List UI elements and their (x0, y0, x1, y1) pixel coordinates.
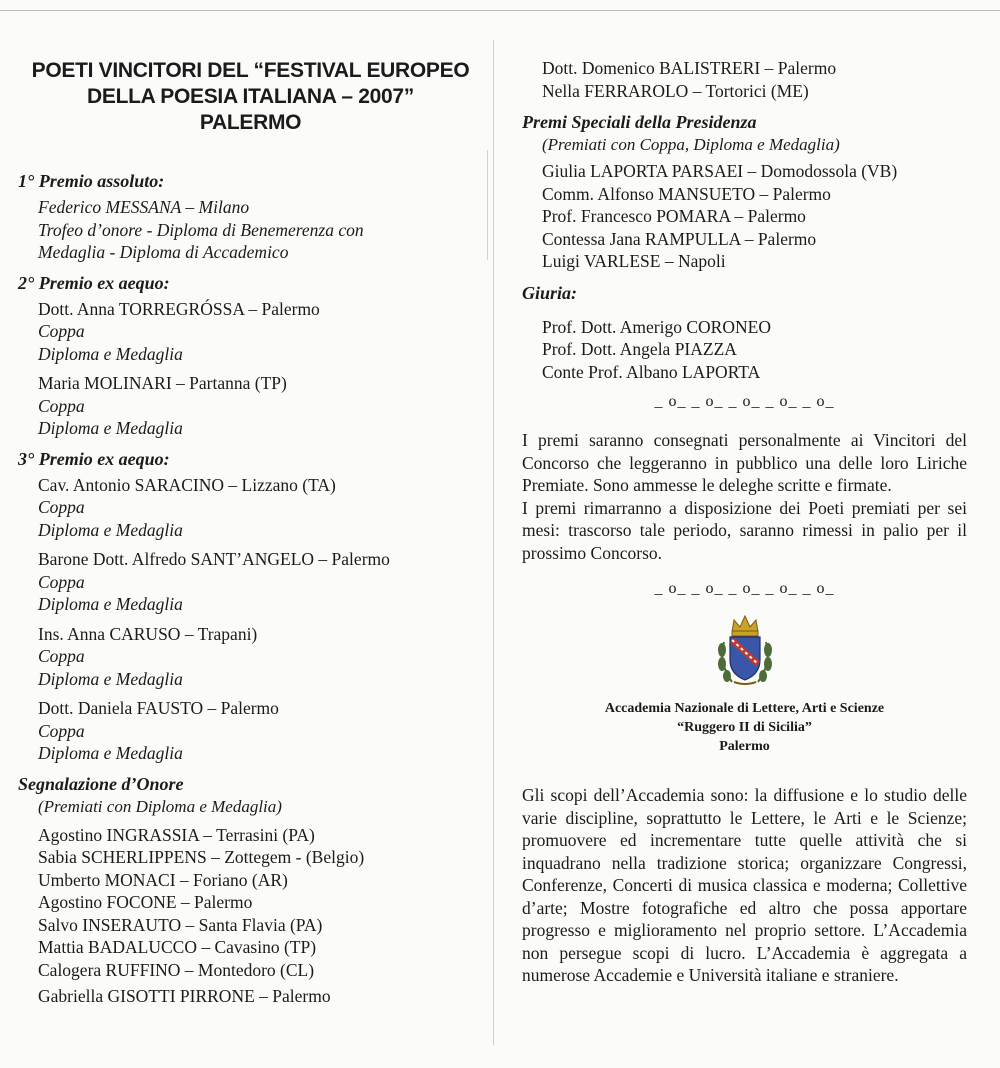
winner-entry (18, 372, 483, 440)
special-prize-name: Giulia LAPORTA PARSAEI – Domodossola (VB) (542, 161, 898, 181)
winner-award: Coppa (38, 497, 85, 517)
honor-name: Mattia BADALUCCO – Cavasino (TP) (38, 937, 317, 957)
third-prize-heading: 3° Premio ex aequo: (18, 448, 170, 469)
special-prizes-note: (Premiati con Coppa, Diploma e Medaglia) (542, 135, 840, 154)
honor-note: (Premiati con Diploma e Medaglia) (38, 796, 282, 816)
third-prize-section (18, 447, 483, 765)
special-prizes-section (522, 110, 967, 273)
honor-name: Salvo INSERAUTO – Santa Flavia (PA) (38, 914, 323, 935)
honor-name: Nella FERRAROLO – Tortorici (ME) (542, 80, 809, 101)
winner-award: Diploma e Medaglia (38, 343, 183, 364)
winner-entry (18, 298, 483, 366)
first-prize-award: Trofeo d’onore - Diploma di Benemerenza con (38, 219, 364, 240)
honor-name: Gabriella GISOTTI PIRRONE – Palermo (38, 986, 331, 1006)
page-fold-tint (487, 150, 488, 260)
jury-member: Prof. Dott. Amerigo CORONEO (542, 316, 771, 337)
special-prizes-heading: Premi Speciali della Presidenza (522, 112, 757, 132)
winner-entry (18, 474, 483, 542)
first-prize-award: Medaglia - Diploma di Accademico (38, 242, 289, 262)
winner-entry (18, 697, 483, 765)
honor-heading: Segnalazione d’Onore (18, 773, 184, 794)
academy-description: Gli scopi dell’Accademia sono: la diffusione e lo studio delle varie discipline, soprattutto le Lettere, le Arti e le Scienze; promuovere ed incrementare tutte quelle attività che si inquadrano nella tradizione storica; organizzare Congressi, Conferenze, Concerti di musica classica e moderna; Collettive d’arte; Mostre fotografiche ed altro che possa apportare progresso e miglioramento nel proprio settore. L’Accademia non persegue scopi di lucro. L’Accademia è aggregata a numerose Accademie e Università italiane e straniere. (522, 785, 967, 985)
winner-name: Maria MOLINARI – Partanna (TP) (38, 373, 287, 393)
winner-name: Dott. Daniela FAUSTO – Palermo (38, 698, 279, 718)
academy-subtitle: “Ruggero II di Sicilia” (677, 720, 812, 735)
winner-name: Dott. Anna TORREGRÓSSA – Palermo (38, 298, 320, 319)
separator: _ o_ _ o_ _ o_ _ o_ _ o_ (654, 580, 835, 597)
jury-heading: Giuria: (522, 282, 578, 303)
awards-paragraph: I premi saranno consegnati personalmente ai Vincitori del Concorso che leggeranno in pubblico una delle loro Liriche Premiate. Sono ammesse le deleghe scritte e firmate. (522, 430, 967, 495)
winner-award: Diploma e Medaglia (38, 519, 183, 540)
special-prize-name: Contessa Jana RAMPULLA – Palermo (542, 228, 817, 249)
winner-award: Coppa (38, 571, 85, 592)
academy-crest-icon (522, 612, 967, 693)
jury-member: Prof. Dott. Angela PIAZZA (542, 339, 737, 359)
title-line-2: DELLA POESIA ITALIANA – 2007” (87, 85, 414, 108)
winner-award: Diploma e Medaglia (38, 418, 183, 438)
special-prize-name: Luigi VARLESE – Napoli (542, 251, 726, 271)
winner-name: Ins. Anna CARUSO – Trapani) (38, 623, 258, 644)
honor-name: Calogera RUFFINO – Montedoro (CL) (38, 959, 315, 980)
page-fold (493, 40, 494, 1045)
honor-continued (522, 57, 967, 102)
title-line-1: POETI VINCITORI DEL “FESTIVAL EUROPEO (31, 59, 470, 82)
first-prize-heading: 1° Premio assoluto: (18, 171, 165, 191)
separator: _ o_ _ o_ _ o_ _ o_ _ o_ (654, 393, 835, 410)
winner-entry (18, 623, 483, 691)
winner-entry (18, 548, 483, 616)
winner-award: Diploma e Medaglia (38, 594, 183, 614)
second-prize-heading: 2° Premio ex aequo: (18, 272, 170, 293)
special-prize-name: Comm. Alfonso MANSUETO – Palermo (542, 183, 831, 204)
honor-name: Umberto MONACI – Foriano (AR) (38, 869, 288, 890)
jury-section (522, 281, 967, 384)
academy-city: Palermo (719, 739, 770, 754)
special-prize-name: Prof. Francesco POMARA – Palermo (542, 206, 806, 226)
document-title (18, 58, 483, 136)
academy-crest-icon (710, 612, 780, 688)
winner-award: Diploma e Medaglia (38, 668, 183, 689)
honor-section (18, 772, 483, 1008)
winner-award: Coppa (38, 646, 85, 666)
left-page (18, 0, 483, 1008)
academy-name-block (522, 699, 967, 756)
winner-award: Coppa (38, 321, 85, 341)
honor-name: Dott. Domenico BALISTRERI – Palermo (542, 58, 837, 78)
winner-name: Barone Dott. Alfredo SANT’ANGELO – Palermo (38, 549, 390, 569)
awards-paragraph: I premi rimarranno a disposizione dei Poeti premiati per sei mesi: trascorso tale periodo, saranno rimessi in palio per il prossimo Concorso. (522, 497, 967, 563)
honor-name: Agostino INGRASSIA – Terrasini (PA) (38, 824, 315, 845)
honor-name: Sabia SCHERLIPPENS – Zottegem - (Belgio) (38, 847, 365, 867)
title-line-3: PALERMO (199, 111, 302, 134)
winner-award: Coppa (38, 395, 85, 416)
jury-member: Conte Prof. Albano LAPORTA (542, 361, 761, 382)
first-prize-section (18, 169, 483, 264)
honor-name: Agostino FOCONE – Palermo (38, 892, 253, 912)
winner-award: Coppa (38, 720, 85, 741)
winner-name: Cav. Antonio SARACINO – Lizzano (TA) (38, 474, 336, 495)
winner-award: Diploma e Medaglia (38, 743, 183, 763)
second-prize-section (18, 271, 483, 440)
first-prize-winner: Federico MESSANA – Milano (38, 197, 250, 217)
academy-name: Accademia Nazionale di Lettere, Arti e Scienze (604, 701, 885, 716)
right-page (522, 0, 967, 987)
